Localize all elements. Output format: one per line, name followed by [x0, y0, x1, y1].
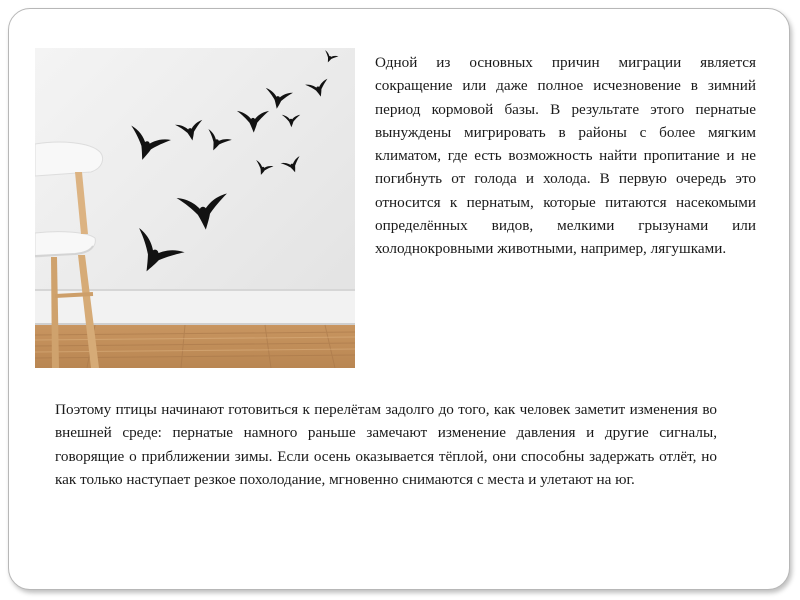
- migration-reason-paragraph: Одной из основных причин миграции является сокращение или даже полное исчезновение в зимний период кормовой базы. В результате этого пернатые вынуждены мигрировать в районы с более мягким климатом, где есть возможность найти пропитание и не погибнуть от голода и холода. В первую очередь это относится к пернатым, которые питаются насекомыми определённых видов, мелкими грызунами или холоднокровными животными, например, лягушками.: [375, 54, 756, 258]
- migration-preparation-paragraph: Поэтому птицы начинают готовиться к перелётам задолго до того, как человек заметит изменения во внешней среде: пернатые намного раньше замечают изменение давления и другие сигналы, говорящие о приближении зимы. Если осень оказывается тёплой, они способны задержать отлёт, но как только наступает резкое похолодание, мгновенно снимаются с места и улетают на юг.: [55, 401, 717, 488]
- birds-wall-photo: [35, 48, 355, 368]
